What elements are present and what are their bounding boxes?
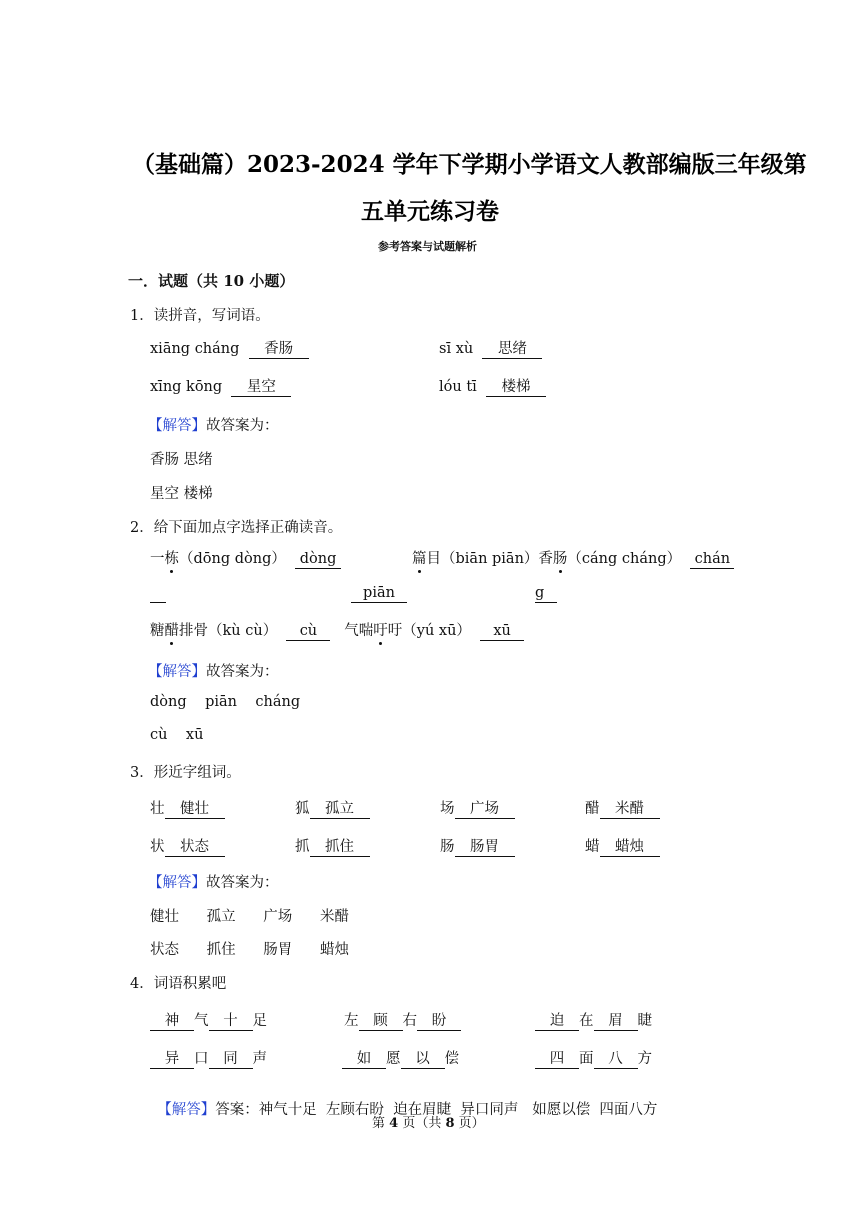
answer-blank: 楼梯	[486, 378, 546, 397]
answer-blank: 米醋	[600, 800, 660, 819]
q1-item	[439, 340, 542, 359]
q3-answer	[148, 871, 279, 892]
answer-blank: 星空	[231, 378, 291, 397]
q3-item	[585, 797, 660, 819]
answer-blank: 神	[150, 1012, 194, 1031]
total-pages: 8	[445, 1116, 455, 1131]
answer-blank: 迫	[535, 1012, 579, 1031]
char: 场	[440, 801, 455, 817]
answer-text: 故答案为：	[206, 875, 279, 891]
answer-blank: 肠胃	[455, 838, 515, 857]
pinyin: sī xù	[439, 341, 474, 357]
q1-answer	[148, 414, 279, 435]
answer-blank: 健壮	[165, 800, 225, 819]
q3-item	[585, 835, 660, 857]
question-1-stem: 1．读拼音，写词语。	[130, 308, 270, 324]
q2-item-1	[150, 547, 341, 569]
pinyin: lóu tī	[439, 379, 477, 395]
answer-line: 香肠 思绪	[150, 452, 213, 468]
answer-line: cù xū	[150, 727, 204, 743]
char: 蜡	[585, 839, 600, 855]
options: （cáng cháng）	[567, 551, 682, 567]
q3-item	[150, 835, 225, 857]
text: 足	[252, 1013, 267, 1029]
answer-blank: piān	[351, 584, 407, 603]
idiom-item	[150, 1009, 267, 1031]
options: 目（biān piān）	[426, 551, 539, 567]
text: 声	[252, 1051, 267, 1067]
q2-answer	[148, 660, 279, 681]
question-3-stem: 3．形近字组词。	[130, 765, 241, 781]
answer-blank: 异	[150, 1050, 194, 1069]
q2-item-2	[412, 547, 734, 569]
answer-blank: 八	[594, 1050, 638, 1069]
answer-blank: 眉	[594, 1012, 638, 1031]
answer-blank: 盼	[417, 1012, 461, 1031]
answer-blank: 思绪	[482, 340, 542, 359]
answer-blank: 广场	[455, 800, 515, 819]
answer-blank: 蜡烛	[600, 838, 660, 857]
answer-line: 健壮 孤立 广场 米醋	[150, 909, 349, 925]
text: 面	[579, 1051, 594, 1067]
answer-blank: 以	[401, 1050, 445, 1069]
text: 睫	[637, 1013, 652, 1029]
text: 愿	[386, 1051, 401, 1067]
q2-chang-continuation	[535, 584, 557, 603]
answer-text: 故答案为：	[206, 418, 279, 434]
text: 口	[194, 1051, 209, 1067]
answer-blank: chán	[690, 550, 734, 569]
q2-item-3	[150, 619, 524, 641]
char: 醋	[585, 801, 600, 817]
answer-label: 【解答】	[148, 875, 206, 891]
idiom-item	[535, 1009, 652, 1031]
document-title-line-1: （基础篇）2023-2024 学年下学期小学语文人教部编版三年级第	[132, 151, 807, 178]
q1-item	[439, 378, 546, 397]
text: 方	[637, 1051, 652, 1067]
q3-item	[440, 797, 515, 819]
document-subtitle: 参考答案与试题解析	[378, 240, 477, 253]
q2-piān-blank	[351, 584, 407, 603]
answer-line: dòng piān cháng	[150, 694, 301, 710]
footer-text: 页）	[454, 1116, 485, 1131]
answer-label: 【解答】	[148, 418, 206, 434]
dotted-char: 篇	[412, 547, 427, 568]
answer-label: 【解答】	[148, 664, 206, 680]
q3-item	[150, 797, 225, 819]
idiom-item	[344, 1009, 461, 1031]
pinyin: xīng kōng	[150, 379, 223, 395]
answer-blank: 如	[342, 1050, 386, 1069]
answer-blank: cù	[286, 622, 330, 641]
answer-blank: 十	[209, 1012, 253, 1031]
dotted-char: 吁	[373, 619, 388, 640]
idiom-item	[150, 1047, 267, 1069]
answer-blank: 抓住	[310, 838, 370, 857]
answer-line: 状态 抓住 肠胃 蜡烛	[150, 942, 349, 958]
text: 一	[150, 551, 165, 567]
text: 气喘	[344, 623, 374, 639]
dotted-char: 栋	[165, 547, 180, 568]
answer-blank: g	[535, 584, 557, 603]
text: 在	[579, 1013, 594, 1029]
text: 糖	[150, 623, 165, 639]
answer-line: 星空 楼梯	[150, 486, 213, 502]
char: 肠	[440, 839, 455, 855]
char: 状	[150, 839, 165, 855]
question-4-stem: 4．词语积累吧	[130, 976, 227, 992]
q3-item	[295, 835, 370, 857]
text: 左	[344, 1013, 359, 1029]
options: （dōng dòng）	[179, 551, 286, 567]
q3-item	[440, 835, 515, 857]
answer-blank: xū	[480, 622, 524, 641]
text: 气	[194, 1013, 209, 1029]
current-page: 4	[389, 1116, 399, 1131]
options: 吁（yú xū）	[387, 623, 471, 639]
answer-blank: dòng	[295, 550, 341, 569]
section-heading: 一．试题（共 10 小题）	[128, 272, 295, 290]
char: 狐	[295, 801, 310, 817]
char: 壮	[150, 801, 165, 817]
page-footer	[372, 1112, 485, 1131]
answer-blank: 四	[535, 1050, 579, 1069]
answer-text: 答案：神气十足 左顾右盼 迫在眉睫 异口同声 如愿以偿 四面八方	[215, 1102, 658, 1118]
answer-blank: 孤立	[310, 800, 370, 819]
answer-text: 故答案为：	[206, 664, 279, 680]
char: 抓	[295, 839, 310, 855]
answer-blank: 状态	[165, 838, 225, 857]
answer-label: 【解答】	[157, 1102, 216, 1118]
dotted-char: 肠	[553, 547, 568, 568]
blank-continuation	[150, 584, 166, 603]
footer-text: 第	[372, 1116, 390, 1131]
text: 右	[402, 1013, 417, 1029]
answer-blank: 同	[209, 1050, 253, 1069]
footer-text: 页（共	[398, 1116, 446, 1131]
document-title-line-2: 五单元练习卷	[361, 198, 499, 225]
q1-item	[150, 340, 309, 359]
answer-blank: 顾	[359, 1012, 403, 1031]
options: 排骨（kù cù）	[179, 623, 278, 639]
text: 偿	[444, 1051, 459, 1067]
answer-blank: 香肠	[249, 340, 309, 359]
dotted-char: 醋	[165, 619, 180, 640]
q1-item	[150, 378, 291, 397]
question-2-stem: 2．给下面加点字选择正确读音。	[130, 520, 343, 536]
text: 香	[538, 551, 553, 567]
idiom-item	[535, 1047, 652, 1069]
pinyin: xiāng cháng	[150, 341, 240, 357]
q3-item	[295, 797, 370, 819]
idiom-item	[342, 1047, 459, 1069]
